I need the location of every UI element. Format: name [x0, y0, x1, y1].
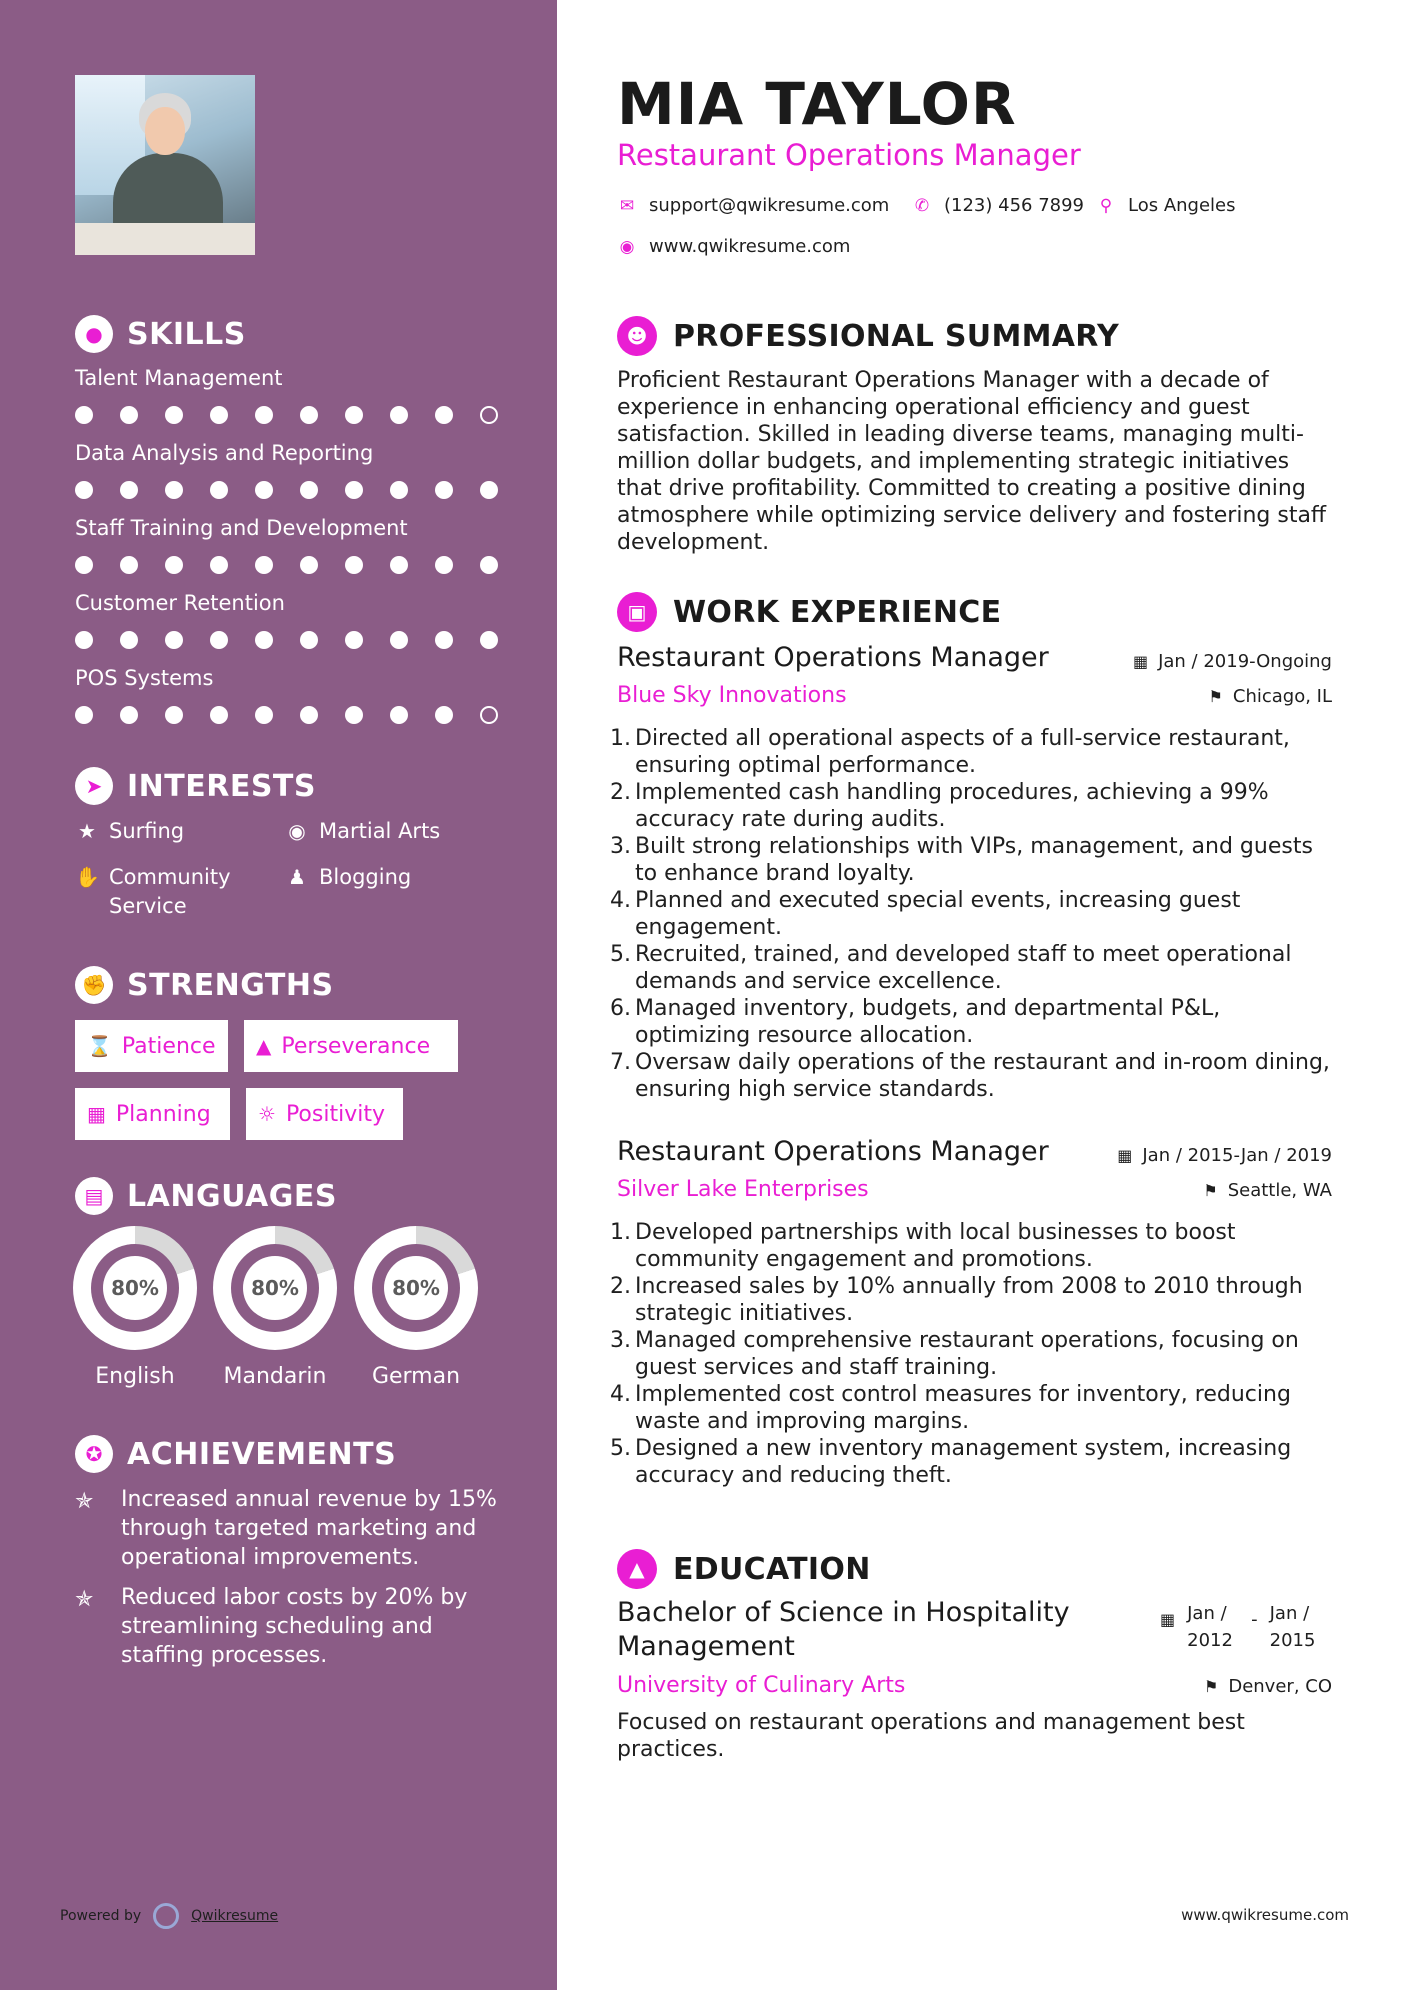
contact-website [617, 236, 850, 257]
strength-badge: ⌛ Patience [75, 1020, 228, 1072]
shooting-star-icon: ✯ [75, 1587, 94, 1612]
job-bullets [610, 1219, 1340, 1489]
powered-by: Powered by Qwikresume [60, 1903, 278, 1929]
rating-dot [165, 631, 183, 649]
skills-heading: ● SKILLS [75, 315, 246, 353]
rating-dot [345, 481, 363, 499]
phone-icon: ✆ [914, 195, 930, 216]
users-icon: ♟ [288, 865, 306, 889]
interest-item: ♟ Blogging [285, 863, 411, 892]
summary-text: Proficient Restaurant Operations Manager with a decade of experience in enhancing operational efficiency and guest satisfaction. Skilled in leading diverse teams, managing multi-million dollar budgets, and implementing strategic initiatives that drive profitability. Committed to creating a positive dining atmosphere while optimizing service delivery and fostering staff development. [617, 368, 1327, 555]
star-badge-icon: ✪ [75, 1435, 113, 1473]
rating-dot [75, 481, 93, 499]
skill-name: Customer Retention [75, 591, 285, 615]
rating-dot [210, 631, 228, 649]
job-company: Silver Lake Enterprises [617, 1177, 869, 1202]
bullet-item: 3. Built strong relationships with VIPs, management, and guests to enhance brand loyalty. [610, 834, 1313, 886]
map-pin-icon: ⚲ [1099, 195, 1113, 216]
language-ring: 80% [73, 1226, 197, 1350]
language-item: 80% German [354, 1226, 478, 1389]
bullet-item: 4. Implemented cost control measures for inventory, reducing waste and improving margins. [610, 1382, 1291, 1434]
rating-dot [345, 406, 363, 424]
education-description: Focused on restaurant operations and management best practices. [617, 1710, 1245, 1762]
website-link[interactable]: www.qwikresume.com [649, 236, 851, 257]
rating-dot [75, 706, 93, 724]
rating-dot [435, 631, 453, 649]
interests-heading: ➤ INTERESTS [75, 767, 316, 805]
shooting-star-icon: ✯ [75, 1489, 94, 1514]
skill-name: Data Analysis and Reporting [75, 441, 374, 465]
contact-location: ⚲ Los Angeles [1096, 195, 1236, 216]
bullet-item: 7. Oversaw daily operations of the restaurant and in-room dining, ensuring high service standards. [610, 1050, 1330, 1102]
contact-email [617, 195, 889, 216]
rating-dot [120, 706, 138, 724]
job-location: ⚑ Seattle, WA [1203, 1180, 1332, 1201]
pin-icon: ⚑ [1208, 687, 1223, 706]
rating-dot [210, 481, 228, 499]
lightbulb-icon: ● [75, 315, 113, 353]
hourglass-icon: ⌛ [87, 1034, 112, 1058]
footer-url[interactable]: www.qwikresume.com [1181, 1906, 1349, 1924]
skill-item [75, 441, 505, 499]
graduation-cap-icon: ▲ [617, 1549, 657, 1589]
school-name: University of Culinary Arts [617, 1673, 906, 1698]
rating-dot [435, 481, 453, 499]
rating-dot [300, 631, 318, 649]
skill-rating [75, 481, 505, 499]
contact-phone: ✆ (123) 456 7899 [912, 195, 1084, 216]
education-heading: ▲ EDUCATION [617, 1549, 871, 1589]
calendar-icon: ▦ [1117, 1146, 1133, 1165]
job-title: Restaurant Operations Manager [617, 1136, 1049, 1167]
rating-dot [120, 406, 138, 424]
rating-dot [480, 481, 498, 499]
fist-icon: ✊ [75, 966, 113, 1004]
user-icon: ☻ [617, 316, 657, 356]
skill-item [75, 666, 505, 724]
skill-rating [75, 706, 505, 724]
rating-dot [120, 481, 138, 499]
bullet-item: 1. Directed all operational aspects of a full-service restaurant, ensuring optimal performance. [610, 726, 1290, 778]
rating-dot [165, 706, 183, 724]
pin-icon: ⚑ [1203, 1181, 1218, 1200]
handshake-icon: ✋ [75, 865, 100, 889]
rating-dot [435, 406, 453, 424]
bullet-item: 2. Increased sales by 10% annually from 2008 to 2010 through strategic initiatives. [610, 1274, 1303, 1326]
calendar-icon: ▦ [1160, 1610, 1176, 1629]
rating-dot [300, 406, 318, 424]
rating-dot [165, 556, 183, 574]
globe-icon: ◉ [288, 819, 306, 843]
strength-badge: ▦ Planning [75, 1088, 230, 1140]
qwikresume-logo-icon [153, 1903, 179, 1929]
rating-dot [390, 406, 408, 424]
language-item: 80% English [73, 1226, 197, 1389]
skill-rating [75, 406, 505, 424]
education-location: ⚑ Denver, CO [1204, 1676, 1332, 1697]
job-company: Blue Sky Innovations [617, 683, 847, 708]
bullet-item: 3. Managed comprehensive restaurant operations, focusing on guest services and staff training. [610, 1328, 1299, 1380]
strength-badge: ▲ Perseverance [244, 1020, 458, 1072]
rating-dot [480, 556, 498, 574]
education-dates: ▦ Jan / 2012 - Jan / 2015 [1160, 1600, 1322, 1654]
bullet-item: 2. Implemented cash handling procedures, achieving a 99% accuracy rate during audits. [610, 780, 1269, 832]
rating-dot [75, 556, 93, 574]
rating-dot [390, 706, 408, 724]
skill-rating [75, 556, 505, 574]
envelope-icon: ✉ [619, 195, 635, 216]
rating-dot [390, 481, 408, 499]
rating-dot [255, 706, 273, 724]
rating-dot [210, 556, 228, 574]
rating-dot [300, 706, 318, 724]
briefcase-icon: ▣ [617, 592, 657, 632]
languages-heading: ▤ LANGUAGES [75, 1177, 337, 1215]
rating-dot [255, 556, 273, 574]
achievements-heading: ✪ ACHIEVEMENTS [75, 1435, 396, 1473]
rating-dot [480, 631, 498, 649]
summary-heading: ☻ PROFESSIONAL SUMMARY [617, 316, 1119, 356]
bullet-item: 1. Developed partnerships with local businesses to boost community engagement and promotions. [610, 1220, 1236, 1272]
bullet-item: 5. Recruited, trained, and developed staff to meet operational demands and service excellence. [610, 942, 1292, 994]
date-separator: - [1251, 1609, 1258, 1630]
brand-link[interactable]: Qwikresume [191, 1908, 279, 1924]
skill-name: Staff Training and Development [75, 516, 408, 540]
profile-photo [75, 75, 255, 255]
job-location: ⚑ Chicago, IL [1208, 686, 1332, 707]
rating-dot [75, 406, 93, 424]
pin-icon: ⚑ [1204, 1677, 1219, 1696]
rating-dot [390, 556, 408, 574]
job-dates: ▦ Jan / 2015-Jan / 2019 [1117, 1145, 1332, 1166]
rating-dot [120, 631, 138, 649]
globe-icon: ◉ [619, 236, 635, 257]
candidate-role: Restaurant Operations Manager [617, 138, 1081, 172]
rating-dot [435, 706, 453, 724]
rating-dot [210, 406, 228, 424]
interest-item: ★ Surfing [75, 817, 184, 846]
achievement-item: ✯ Increased annual revenue by 15% through targeted marketing and operational improvements. [75, 1487, 497, 1570]
rating-dot [75, 631, 93, 649]
rating-dot [255, 406, 273, 424]
rating-dot [165, 406, 183, 424]
rating-dot [165, 481, 183, 499]
strengths-heading: ✊ STRENGTHS [75, 966, 334, 1004]
rating-dot [255, 481, 273, 499]
calendar-icon: ▦ [87, 1102, 106, 1126]
rating-dot [300, 556, 318, 574]
star-icon: ★ [78, 819, 96, 843]
strength-badge: ☼ Positivity [246, 1088, 403, 1140]
rating-dot [435, 556, 453, 574]
language-ring: 80% [213, 1226, 337, 1350]
rating-dot [120, 556, 138, 574]
email-link[interactable]: support@qwikresume.com [649, 195, 890, 216]
job-dates: ▦ Jan / 2019-Ongoing [1132, 651, 1332, 672]
language-ring: 80% [354, 1226, 478, 1350]
experience-heading: ▣ WORK EXPERIENCE [617, 592, 1001, 632]
candidate-name: MIA TAYLOR [617, 70, 1017, 138]
calendar-icon: ▦ [1132, 652, 1149, 671]
sun-icon: ☼ [258, 1102, 276, 1126]
language-item: 80% Mandarin [213, 1226, 337, 1389]
interest-item: ◉ Martial Arts [285, 817, 440, 846]
rating-dot [345, 706, 363, 724]
interest-item: ✋ Community Service [75, 863, 255, 921]
rating-dot [255, 631, 273, 649]
rating-dot [345, 556, 363, 574]
skill-item [75, 516, 505, 574]
degree-title: Bachelor of Science in Hospitality Management [617, 1597, 1070, 1662]
paper-plane-icon: ➤ [75, 767, 113, 805]
skill-item [75, 366, 505, 424]
achievement-item: ✯ Reduced labor costs by 20% by streamlining scheduling and staffing processes. [75, 1585, 468, 1668]
skill-name: Talent Management [75, 366, 283, 390]
rating-dot [390, 631, 408, 649]
skill-name: POS Systems [75, 666, 214, 690]
road-icon: ▲ [256, 1034, 272, 1058]
job-bullets [610, 725, 1340, 1103]
rating-dot [345, 631, 363, 649]
rating-dot [210, 706, 228, 724]
bullet-item: 5. Designed a new inventory management system, increasing accuracy and reducing theft. [610, 1436, 1292, 1488]
rating-dot [480, 706, 498, 724]
language-icon: ▤ [75, 1177, 113, 1215]
rating-dot [300, 481, 318, 499]
job-title: Restaurant Operations Manager [617, 642, 1049, 673]
skill-item [75, 591, 505, 649]
skill-rating [75, 631, 505, 649]
bullet-item: 4. Planned and executed special events, increasing guest engagement. [610, 888, 1241, 940]
sidebar [0, 0, 557, 1990]
rating-dot [480, 406, 498, 424]
bullet-item: 6. Managed inventory, budgets, and departmental P&L, optimizing resource allocation. [610, 996, 1221, 1048]
